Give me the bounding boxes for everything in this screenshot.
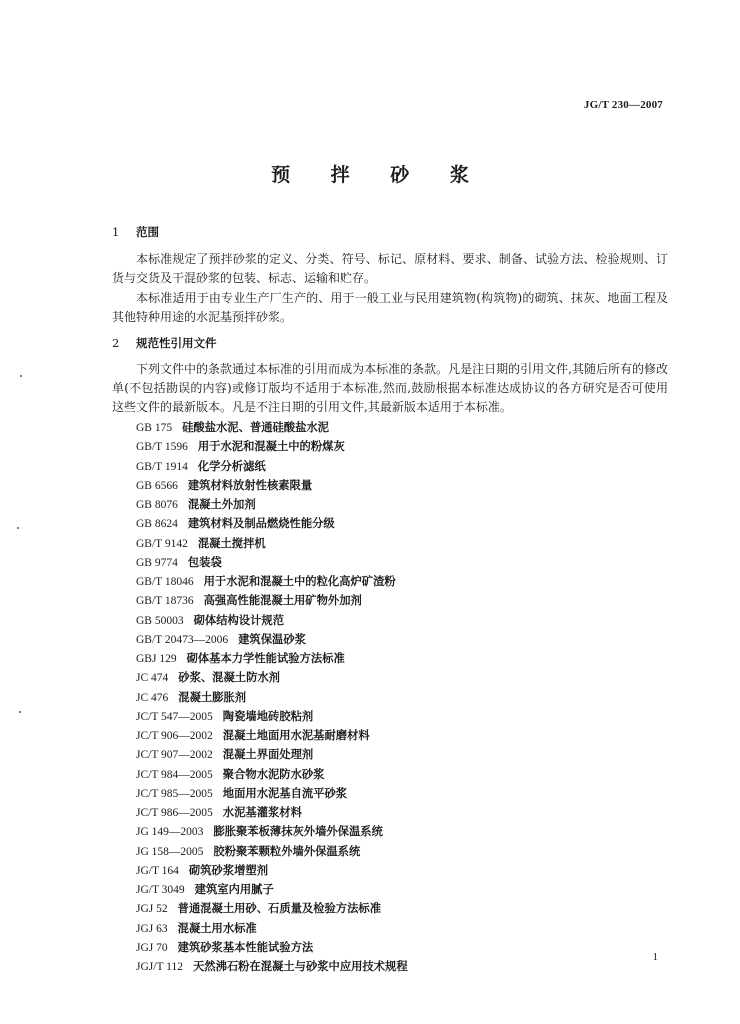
reference-title: 混凝土搅拌机 [197, 535, 266, 550]
scan-speck [17, 527, 19, 529]
section-1-paragraph-1: 本标准规定了预拌砂浆的定义、分类、符号、标记、原材料、要求、制备、试验方法、检验规则、订货与交货及干混砂浆的包装、标志、运输和贮存。 [112, 252, 668, 285]
reference-code: JG/T 3049 [136, 884, 185, 896]
reference-title: 建筑保温砂浆 [238, 631, 306, 646]
scan-speck [20, 375, 22, 377]
reference-item [136, 765, 408, 784]
reference-item [136, 457, 408, 476]
reference-title: 膨胀聚苯板薄抹灰外墙外保温系统 [213, 824, 383, 839]
reference-code: JGJ 52 [136, 903, 168, 916]
reference-item [136, 919, 408, 938]
reference-item [136, 938, 408, 957]
reference-item [136, 726, 408, 745]
reference-item [136, 591, 408, 610]
reference-code: JC/T 985—2005 [136, 787, 213, 800]
reference-title: 用于水泥和混凝土中的粉煤灰 [197, 439, 345, 454]
document-title: 预 拌 砂 浆 [271, 164, 486, 186]
reference-item [136, 880, 408, 899]
reference-item [136, 611, 408, 630]
reference-code: GBJ 129 [136, 653, 177, 665]
reference-list [136, 418, 408, 976]
reference-code: GB/T 18046 [136, 576, 194, 588]
reference-code: GB 175 [136, 422, 173, 434]
reference-code: GB 8076 [136, 499, 178, 511]
reference-code: GB 6566 [136, 479, 178, 492]
reference-code: JG 158—2005 [136, 845, 204, 858]
section-2-intro: 下列文件中的条款通过本标准的引用而成为本标准的条款。凡是注日期的引用文件,其随后所有的修改单(不包括勘误的内容)或修订版均不适用于本标准,然而,鼓励根据本标准达成协议的各方研究是否可使用这些文件的最新版本。凡是不注日期的引用文件,其最新版本适用于本标准。 [112, 362, 668, 414]
reference-title: 硅酸盐水泥、普通硅酸盐水泥 [182, 420, 329, 434]
reference-item [136, 495, 408, 514]
reference-title: 陶瓷墙地砖胶粘剂 [222, 708, 314, 723]
reference-title: 包装袋 [187, 554, 222, 569]
reference-code: GB/T 1596 [136, 441, 188, 454]
reference-title: 胶粉聚苯颗粒外墙外保温系统 [213, 843, 361, 858]
reference-code: GB/T 18736 [136, 595, 194, 608]
reference-item [136, 649, 408, 668]
reference-item [136, 899, 408, 918]
reference-code: JC 476 [136, 691, 169, 704]
reference-title: 化学分析滤纸 [197, 458, 266, 473]
reference-item [136, 784, 408, 803]
reference-code: JGJ/T 112 [136, 961, 183, 973]
reference-item [136, 534, 408, 553]
reference-item [136, 476, 408, 495]
reference-code: GB 9774 [136, 556, 178, 569]
section-1-title: 范围 [136, 225, 160, 239]
reference-item [136, 437, 408, 456]
reference-item [136, 745, 408, 764]
standard-code: JG/T 230—2007 [583, 99, 663, 111]
section-2-number: 2 [112, 336, 120, 350]
reference-title: 砌体基本力学性能试验方法标准 [186, 651, 345, 665]
reference-title: 水泥基灌浆材料 [222, 805, 302, 819]
reference-code: JGJ 70 [136, 941, 168, 954]
reference-item [136, 957, 408, 976]
reference-code: GB/T 20473—2006 [136, 633, 229, 646]
reference-title: 地面用水泥基自流平砂浆 [222, 785, 348, 800]
reference-item [136, 418, 408, 437]
section-1-paragraph-2: 本标准适用于由专业生产厂生产的、用于一般工业与民用建筑物(构筑物)的砌筑、抹灰、地面工程及其他特种用途的水泥基预拌砂浆。 [112, 291, 668, 324]
reference-title: 砂浆、混凝土防水剂 [178, 670, 280, 685]
reference-code: JC/T 547—2005 [136, 710, 213, 723]
reference-title: 建筑材料及制品燃烧性能分级 [187, 516, 335, 531]
page-number: 1 [652, 951, 658, 963]
reference-title: 混凝土外加剂 [187, 497, 256, 511]
reference-item [136, 707, 408, 726]
reference-code: GB 8624 [136, 518, 178, 531]
reference-title: 砌筑砂浆增塑剂 [188, 862, 269, 877]
reference-title: 天然沸石粉在混凝土与砂浆中应用技术规程 [192, 959, 408, 973]
reference-code: JGJ 63 [136, 922, 168, 935]
reference-title: 混凝土界面处理剂 [222, 747, 314, 762]
reference-item [136, 668, 408, 687]
section-2-title: 规范性引用文件 [136, 336, 217, 350]
reference-code: GB 50003 [136, 614, 184, 627]
reference-title: 砌体结构设计规范 [193, 612, 284, 627]
reference-item [136, 553, 408, 572]
reference-code: JC/T 907—2002 [136, 749, 213, 762]
reference-item [136, 688, 408, 707]
reference-title: 高强高性能混凝土用矿物外加剂 [203, 593, 362, 608]
reference-item [136, 514, 408, 533]
reference-item [136, 803, 408, 822]
reference-title: 建筑室内用腻子 [194, 882, 274, 896]
reference-title: 聚合物水泥防水砂浆 [222, 766, 325, 781]
scan-speck [19, 711, 21, 713]
section-1-heading [112, 224, 159, 240]
reference-item [136, 630, 408, 649]
reference-title: 混凝土用水标准 [177, 920, 257, 935]
reference-code: GB/T 9142 [136, 537, 188, 550]
reference-title: 建筑砂浆基本性能试验方法 [177, 939, 314, 954]
reference-code: JC/T 984—2005 [136, 768, 213, 781]
reference-code: GB/T 1914 [136, 460, 188, 473]
reference-code: JG/T 164 [136, 864, 179, 877]
section-1-number: 1 [112, 225, 120, 239]
reference-title: 用于水泥和混凝土中的粒化高炉矿渣粉 [203, 574, 396, 588]
reference-title: 普通混凝土用砂、石质量及检验方法标准 [177, 901, 381, 916]
reference-title: 混凝土膨胀剂 [178, 689, 247, 704]
reference-item [136, 822, 408, 841]
reference-code: JG 149—2003 [136, 826, 204, 839]
section-2-heading [112, 335, 217, 351]
reference-item [136, 842, 408, 861]
reference-code: JC/T 906—2002 [136, 730, 213, 742]
reference-title: 建筑材料放射性核素限量 [187, 477, 313, 492]
reference-item [136, 572, 408, 591]
reference-item [136, 861, 408, 880]
reference-code: JC/T 986—2005 [136, 807, 213, 819]
reference-title: 混凝土地面用水泥基耐磨材料 [222, 728, 370, 742]
reference-code: JC 474 [136, 672, 169, 685]
